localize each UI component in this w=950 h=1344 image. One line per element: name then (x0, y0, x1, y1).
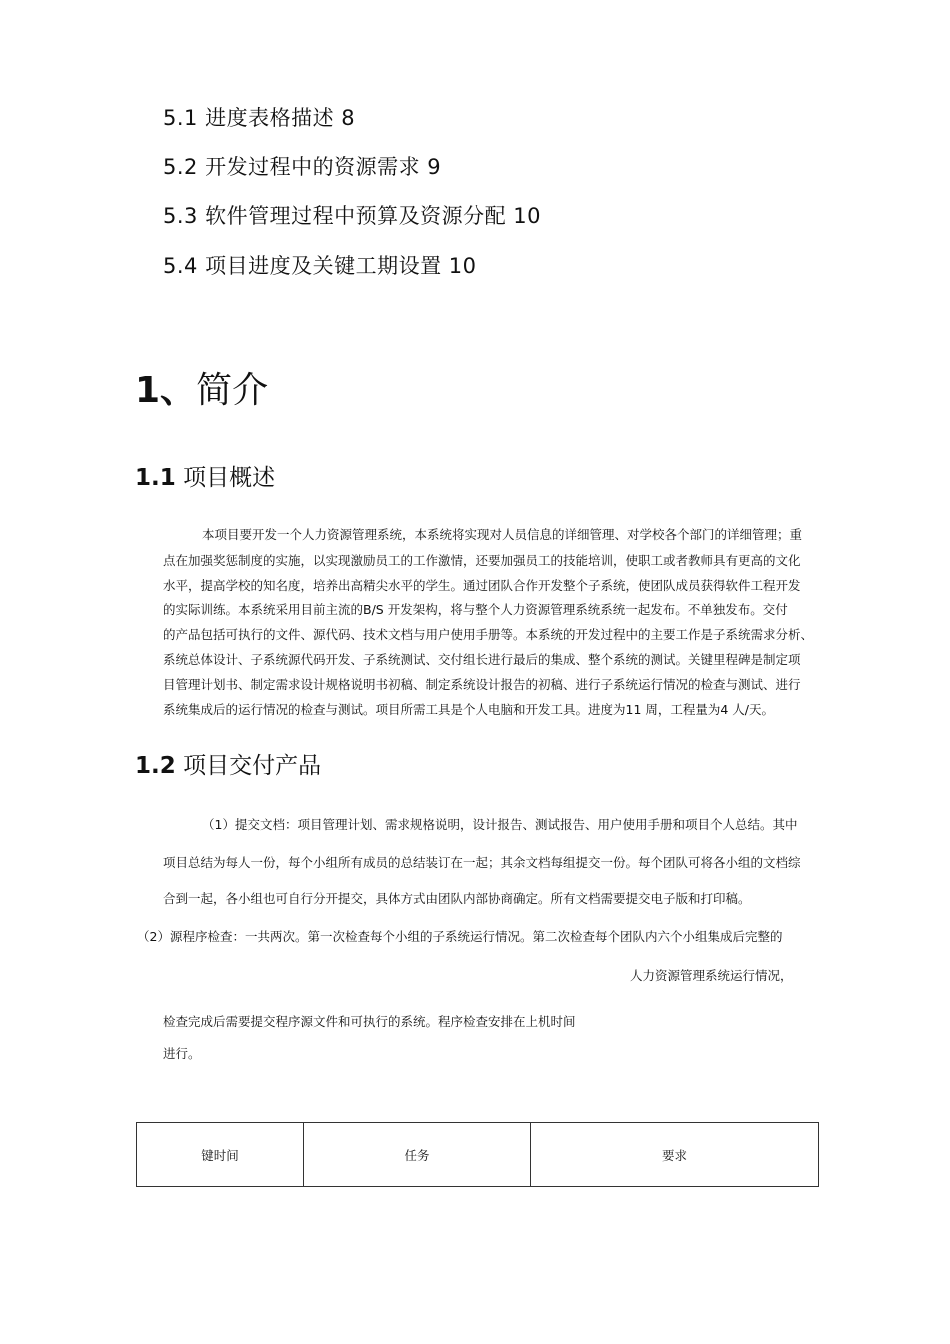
section-number: 1、 (135, 370, 197, 411)
table-header-cell: 要求 (531, 1123, 819, 1187)
table-header-cell: 键时间 (137, 1123, 304, 1187)
toc-item[interactable]: 5.4 项目进度及关键工期设置 10 (163, 254, 477, 278)
subsection-heading (135, 459, 275, 492)
paragraph-line: 的实际训练。本系统采用目前主流的B/S 开发架构，将与整个人力资源管理系统系统一起发布。不单独发布。交付 (163, 602, 788, 617)
paragraph-line: 检查完成后需要提交程序源文件和可执行的系统。程序检查安排在上机时间 (163, 1014, 576, 1029)
section-heading (135, 362, 268, 413)
paragraph-line: （2）源程序检查：一共两次。第一次检查每个小组的子系统运行情况。第二次检查每个团队内六个小组集成后完整的 (137, 929, 783, 944)
subsection-number: 1.2 (135, 753, 176, 779)
table-header-row (137, 1123, 819, 1187)
paragraph-line: 点在加强奖惩制度的实施，以实现激励员工的工作激情，还要加强员工的技能培训，使职工或者教师具有更高的文化 (163, 553, 801, 568)
paragraph-line: 的产品包括可执行的文件、源代码、技术文档与用户使用手册等。本系统的开发过程中的主要工作是子系统需求分析、 (163, 627, 814, 642)
toc-item[interactable]: 5.1 进度表格描述 8 (163, 106, 356, 130)
paragraph-line: 进行。 (163, 1046, 201, 1061)
paragraph-line: 合到一起，各小组也可自行分开提交，具体方式由团队内部协商确定。所有文档需要提交电子版和打印稿。 (163, 891, 751, 906)
subsection-title: 项目概述 (183, 465, 276, 491)
subsection-title: 项目交付产品 (183, 753, 322, 779)
paragraph-line: 系统集成后的运行情况的检查与测试。项目所需工具是个人电脑和开发工具。进度为11 周，工程量为4 人/天。 (163, 702, 775, 717)
paragraph-line: 目管理计划书、制定需求设计规格说明书初稿、制定系统设计报告的初稿、进行子系统运行情况的检查与测试、进行 (163, 677, 801, 692)
section-title: 简介 (196, 370, 269, 411)
subsection-heading (135, 747, 321, 780)
paragraph-line: 水平，提高学校的知名度，培养出高精尖水平的学生。通过团队合作开发整个子系统，使团队成员获得软件工程开发 (163, 578, 801, 593)
paragraph-line: 项目总结为每人一份，每个小组所有成员的总结装订在一起；其余文档每组提交一份。每个团队可将各小组的文档综 (163, 855, 801, 870)
schedule-table (136, 1122, 819, 1187)
toc-item[interactable]: 5.2 开发过程中的资源需求 9 (163, 155, 442, 179)
paragraph-line: 人力资源管理系统运行情况， (630, 968, 793, 983)
subsection-number: 1.1 (135, 465, 176, 491)
paragraph-line: 本项目要开发一个人力资源管理系统，本系统将实现对人员信息的详细管理、对学校各个部门的详细管理；重 (202, 527, 803, 542)
table-header-cell: 任务 (304, 1123, 531, 1187)
toc-item[interactable]: 5.3 软件管理过程中预算及资源分配 10 (163, 204, 541, 228)
paragraph-line: （1）提交文档：项目管理计划、需求规格说明，设计报告、测试报告、用户使用手册和项目个人总结。其中 (202, 817, 798, 832)
paragraph-line: 系统总体设计、子系统源代码开发、子系统测试、交付组长进行最后的集成、整个系统的测试。关键里程碑是制定项 (163, 652, 801, 667)
